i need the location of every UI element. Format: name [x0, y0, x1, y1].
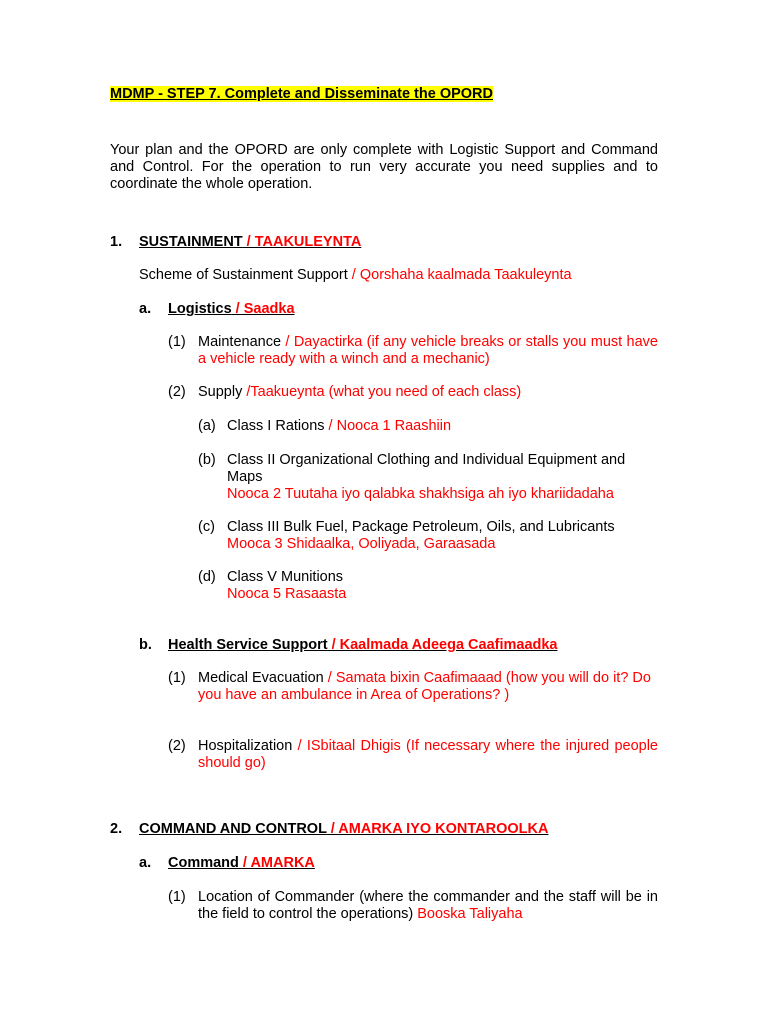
section-2-heading-so: / AMARKA IYO KONTAROOLKA: [326, 821, 549, 837]
supply-text: [198, 384, 658, 401]
command-number: a.: [139, 855, 152, 871]
class-3-number: (c): [198, 519, 215, 535]
logistics-heading-en: Logistics: [168, 301, 232, 317]
class-2-en: Class II Organizational Clothing and Individual Equipment and Maps: [227, 452, 626, 485]
command-heading-so: / AMARKA: [238, 855, 315, 871]
section-1-heading: [139, 234, 361, 251]
document-title: [110, 86, 493, 103]
class-5-en: Class V Munitions: [227, 569, 344, 585]
supply-so: /Taakueynta (what you need of each class): [242, 384, 522, 400]
commander-location-en: Location of Commander (where the commander and the staff will be in the field to control the operations): [198, 889, 658, 922]
commander-location-text: [198, 889, 658, 923]
maintenance-text: [198, 334, 658, 368]
health-heading-so: / Kaalmada Adeega Caafimaadka: [327, 637, 558, 653]
title-text: MDMP - STEP 7. Complete and Disseminate the OPORD: [110, 86, 493, 102]
section-2-heading-en: COMMAND AND CONTROL: [139, 821, 327, 837]
maintenance-en: Maintenance: [198, 334, 282, 350]
logistics-heading: [168, 301, 295, 318]
medevac-so: / Samata bixin Caafimaaad (how you will do it? Do you have an ambulance in Area of Operations? ): [198, 670, 651, 703]
medevac-en: Medical Evacuation: [198, 670, 324, 686]
class-5-number: (d): [198, 569, 216, 585]
hospitalization-text: [198, 738, 658, 772]
maintenance-number: (1): [168, 334, 186, 350]
class-1-text: [227, 418, 658, 435]
hospitalization-number: (2): [168, 738, 186, 754]
class-1-en: Class I Rations: [227, 418, 325, 434]
scheme-so: / Qorshaha kaalmada Taakuleynta: [347, 267, 572, 283]
command-heading-en: Command: [168, 855, 239, 871]
intro-paragraph: Your plan and the OPORD are only complete with Logistic Support and Command and Control. For the operation to run very accurate you need supplies and to coordinate the whole operation.: [110, 142, 658, 192]
health-heading: [168, 637, 558, 654]
class-1-so: / Nooca 1 Raashiin: [324, 418, 452, 434]
health-heading-en: Health Service Support: [168, 637, 328, 653]
hospitalization-en: Hospitalization: [198, 738, 293, 754]
supply-en: Supply: [198, 384, 243, 400]
health-number: b.: [139, 637, 152, 653]
section-2-number: 2.: [110, 821, 123, 837]
class-3-en: Class III Bulk Fuel, Package Petroleum, Oils, and Lubricants: [227, 519, 615, 535]
class-3-text: [227, 519, 658, 553]
class-2-so: Nooca 2 Tuutaha iyo qalabka shakhsiga ah iyo khariidadaha: [227, 486, 614, 502]
hospitalization-so: / ISbitaal Dhigis (If necessary where the injured people should go): [198, 738, 658, 771]
supply-number: (2): [168, 384, 186, 400]
class-1-number: (a): [198, 418, 216, 434]
section-1-heading-en: SUSTAINMENT: [139, 234, 243, 250]
scheme-en: Scheme of Sustainment Support: [139, 267, 348, 283]
section-1-number: 1.: [110, 234, 123, 250]
class-3-so: Mooca 3 Shidaalka, Ooliyada, Garaasada: [227, 536, 496, 552]
maintenance-so: / Dayactirka (if any vehicle breaks or stalls you must have a vehicle ready with a winch and a mechanic): [198, 334, 658, 367]
class-5-text: [227, 569, 658, 603]
command-heading: [168, 855, 315, 872]
section-1-heading-so: / TAAKULEYNTA: [242, 234, 362, 250]
commander-location-so: Booska Taliyaha: [413, 906, 523, 922]
logistics-heading-so: / Saadka: [231, 301, 295, 317]
scheme-line: [139, 267, 572, 284]
class-2-text: [227, 452, 658, 503]
commander-location-number: (1): [168, 889, 186, 905]
medevac-text: [198, 670, 660, 704]
logistics-number: a.: [139, 301, 152, 317]
medevac-number: (1): [168, 670, 186, 686]
class-5-so: Nooca 5 Rasaasta: [227, 586, 347, 602]
section-2-heading: [139, 821, 548, 838]
class-2-number: (b): [198, 452, 216, 468]
